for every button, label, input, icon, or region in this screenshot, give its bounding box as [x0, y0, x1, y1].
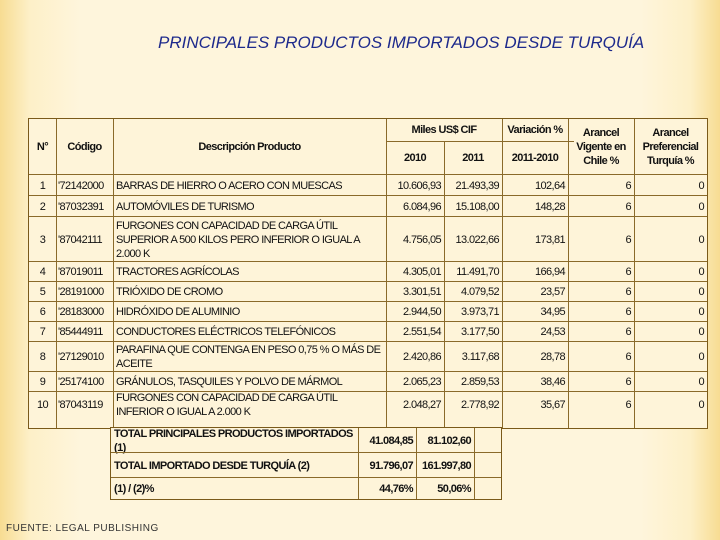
- cell-n: 3: [39, 233, 46, 246]
- cell-v2010: 4.305,01: [402, 266, 441, 278]
- cell-var: 38,46: [540, 376, 565, 388]
- cell-pref: 0: [698, 179, 704, 192]
- cell-desc: FURGONES CON CAPACIDAD DE CARGA ÚTIL INFERIOR O IGUAL A 2.000 K: [116, 391, 338, 418]
- cell-n: 7: [39, 326, 46, 338]
- cell-n: 8: [39, 351, 46, 363]
- cell-n: 5: [39, 286, 46, 298]
- cell-code: '87019011: [58, 266, 103, 278]
- cell-v2011: 4.079,52: [460, 286, 499, 298]
- cell-desc: BARRAS DE HIERRO O ACERO CON MUESCAS: [116, 179, 342, 192]
- cell-vig: 6: [625, 306, 631, 318]
- cell-v2010: 3.301,51: [402, 286, 441, 298]
- cell-pref: 0: [698, 306, 704, 318]
- cell-vig: 6: [625, 398, 631, 411]
- cell-v2010: 2.065,23: [402, 376, 441, 388]
- cell-var: 148,28: [534, 200, 565, 213]
- cell-code: '87043119: [58, 398, 103, 411]
- cell-desc: AUTOMÓVILES DE TURISMO: [116, 200, 254, 213]
- cell-code: '25174100: [58, 376, 104, 388]
- ratio-v2011: 50,06%: [437, 482, 471, 495]
- cell-code: '87042111: [58, 233, 103, 246]
- cell-pref: 0: [698, 200, 704, 213]
- cell-var: 35,67: [540, 398, 565, 411]
- cell-code: '87032391: [58, 200, 104, 213]
- header-arancel-vigente: Arancel Vigente en Chile %: [576, 126, 626, 167]
- cell-var: 34,95: [540, 306, 565, 318]
- cell-pref: 0: [698, 326, 704, 338]
- cell-v2011: 2.859,53: [460, 376, 499, 388]
- cell-desc: HIDRÓXIDO DE ALUMINIO: [116, 306, 240, 318]
- cell-desc: TRIÓXIDO DE CROMO: [116, 286, 223, 298]
- cell-vig: 6: [625, 179, 631, 192]
- imports-table: [28, 118, 708, 429]
- total-label: TOTAL IMPORTADO DESDE TURQUÍA (2): [114, 459, 310, 472]
- cell-var: 173,81: [534, 233, 565, 246]
- ratio-label: (1) / (2)%: [114, 482, 154, 495]
- cell-var: 23,57: [540, 286, 565, 298]
- cell-vig: 6: [625, 266, 631, 278]
- cell-v2010: 2.048,27: [402, 398, 441, 411]
- cell-v2010: 10.606,93: [397, 179, 441, 192]
- cell-n: 10: [36, 398, 49, 411]
- cell-pref: 0: [698, 351, 704, 363]
- cell-v2010: 2.420,86: [402, 351, 441, 363]
- cell-desc: TRACTORES AGRÍCOLAS: [116, 266, 239, 278]
- cell-var: 24,53: [540, 326, 565, 338]
- cell-v2010: 2.944,50: [402, 306, 441, 318]
- cell-v2011: 2.778,92: [460, 398, 499, 411]
- cell-vig: 6: [625, 326, 631, 338]
- cell-v2010: 4.756,05: [402, 233, 441, 246]
- cell-code: '85444911: [58, 326, 103, 338]
- cell-vig: 6: [625, 233, 631, 246]
- cell-code: '28191000: [58, 286, 104, 298]
- header-n: N°: [36, 140, 49, 153]
- total-label: TOTAL PRINCIPALES PRODUCTOS IMPORTADOS (1): [114, 427, 353, 454]
- cell-vig: 6: [625, 200, 631, 213]
- cell-pref: 0: [698, 376, 704, 388]
- cell-n: 2: [39, 200, 46, 213]
- cell-v2010: 6.084,96: [402, 200, 441, 213]
- cell-var: 102,64: [534, 179, 565, 192]
- cell-pref: 0: [698, 286, 704, 298]
- cell-v2011: 13.022,66: [455, 233, 499, 246]
- totals-table: [110, 427, 502, 500]
- cell-pref: 0: [698, 233, 704, 246]
- cell-var: 28,78: [540, 351, 565, 363]
- header-variacion: Variación %: [507, 124, 563, 136]
- cell-vig: 6: [625, 286, 631, 298]
- total-v2010: 91.796,07: [369, 459, 413, 472]
- cell-n: 6: [39, 306, 46, 318]
- header-2010: 2010: [403, 151, 427, 164]
- cell-var: 166,94: [534, 266, 565, 278]
- cell-v2011: 11.491,70: [456, 266, 499, 278]
- cell-desc: PARAFINA QUE CONTENGA EN PESO 0,75 % O MÁS DE ACEITE: [116, 344, 381, 370]
- cell-v2010: 2.551,54: [402, 326, 441, 338]
- cell-desc: GRÁNULOS, TASQUILES Y POLVO DE MÁRMOL: [116, 376, 343, 388]
- cell-code: '27129010: [58, 351, 104, 363]
- header-variacion-sub: 2011-2010: [511, 151, 559, 164]
- cell-v2011: 3.973,71: [460, 306, 499, 318]
- total-v2010: 41.084,85: [369, 434, 413, 447]
- cell-vig: 6: [625, 351, 631, 363]
- cell-v2011: 3.177,50: [460, 326, 499, 338]
- cell-desc: FURGONES CON CAPACIDAD DE CARGA ÚTIL SUPERIOR A 500 KILOS PERO INFERIOR O IGUAL A 2.000 K: [116, 219, 360, 260]
- cell-vig: 6: [625, 376, 631, 388]
- cell-v2011: 21.493,39: [455, 179, 499, 192]
- cell-pref: 0: [698, 398, 704, 411]
- header-miles: Miles US$ CIF: [411, 124, 477, 136]
- cell-n: 4: [39, 266, 46, 278]
- cell-desc: CONDUCTORES ELÉCTRICOS TELEFÓNICOS: [116, 326, 336, 338]
- header-codigo: Código: [67, 140, 102, 153]
- total-v2011: 161.997,80: [421, 459, 471, 472]
- header-2011: 2011: [462, 151, 484, 164]
- total-v2011: 81.102,60: [427, 434, 471, 447]
- header-descripcion: Descripción Producto: [198, 140, 301, 153]
- page-title: PRINCIPALES PRODUCTOS IMPORTADOS DESDE TURQUÍA: [158, 33, 645, 52]
- cell-n: 1: [39, 179, 46, 192]
- header-arancel-preferencial: Arancel Preferencial Turquía %: [642, 126, 699, 167]
- cell-v2011: 15.108,00: [455, 200, 499, 213]
- cell-v2011: 3.117,68: [461, 351, 499, 363]
- source-note: FUENTE: LEGAL PUBLISHING: [6, 523, 159, 534]
- cell-n: 9: [39, 376, 46, 388]
- ratio-v2010: 44,76%: [379, 482, 413, 495]
- cell-code: '28183000: [58, 306, 104, 318]
- cell-pref: 0: [698, 266, 704, 278]
- cell-code: '72142000: [58, 179, 104, 192]
